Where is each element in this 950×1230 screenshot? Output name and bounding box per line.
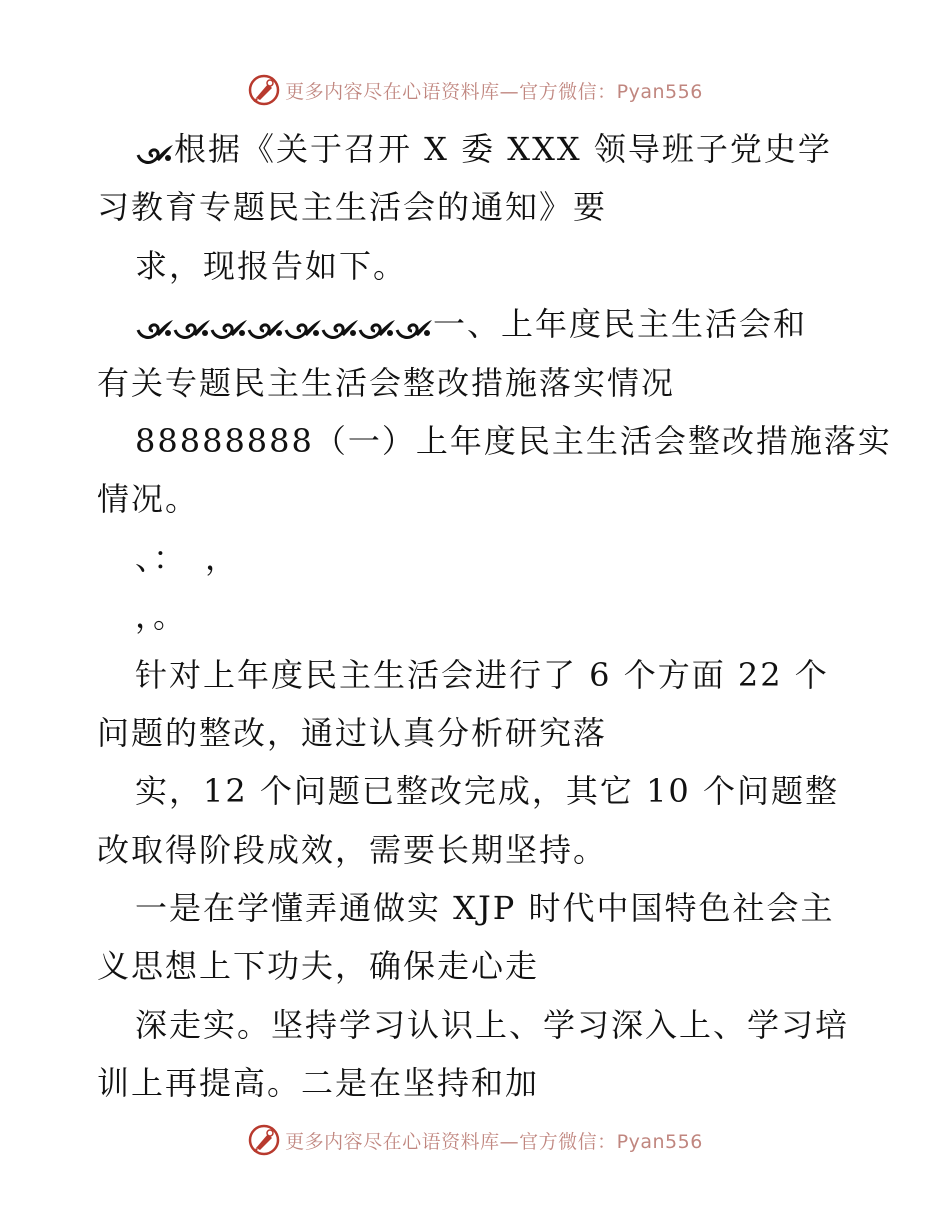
pen-logo-icon bbox=[247, 73, 281, 107]
line-text: 义思想上下功夫，确保走心走 bbox=[97, 947, 540, 986]
fleuron-ornament-icon bbox=[283, 316, 323, 342]
document-body bbox=[97, 120, 892, 1113]
line-text: 实，12 个问题已整改完成，其它 10 个问题整 bbox=[135, 772, 839, 811]
line-text: 一、上年度民主生活会和 bbox=[433, 305, 808, 344]
text-line bbox=[97, 354, 857, 412]
text-line bbox=[97, 937, 857, 995]
line-text: 针对上年度民主生活会进行了 6 个方面 22 个 bbox=[135, 655, 829, 694]
text-line bbox=[97, 529, 857, 587]
text-line bbox=[97, 587, 857, 645]
text-line bbox=[97, 295, 857, 353]
line-text: 、： ， bbox=[135, 538, 240, 577]
line-text: ，。 bbox=[135, 597, 188, 636]
text-line bbox=[97, 879, 857, 937]
fleuron-ornament-icon bbox=[172, 316, 212, 342]
fleuron-ornament-icon bbox=[394, 316, 434, 342]
line-text: 有关专题民主生活会整改措施落实情况 bbox=[97, 363, 676, 402]
ornament-group bbox=[135, 122, 172, 180]
header-watermark bbox=[0, 70, 950, 110]
line-text: 问题的整改，通过认真分析研究落 bbox=[97, 713, 608, 752]
text-line bbox=[97, 704, 857, 762]
line-text: 改取得阶段成效，需要长期坚持。 bbox=[97, 830, 608, 869]
text-line bbox=[97, 821, 857, 879]
fleuron-ornament-icon bbox=[209, 316, 249, 342]
text-line bbox=[97, 178, 857, 236]
fleuron-ornament-icon bbox=[320, 316, 360, 342]
watermark-text: 更多内容尽在心语资料库—官方微信：Pyan556 bbox=[285, 1130, 703, 1153]
line-text: 情况。 bbox=[97, 480, 200, 519]
line-text: 求，现报告如下。 bbox=[135, 246, 408, 285]
fleuron-ornament-icon bbox=[135, 141, 175, 167]
line-text: 一是在学懂弄通做实 XJP 时代中国特色社会主 bbox=[135, 889, 835, 928]
text-line bbox=[97, 412, 892, 470]
fleuron-ornament-icon bbox=[357, 316, 397, 342]
fleuron-ornament-icon bbox=[135, 316, 175, 342]
line-text: 根据《关于召开 X 委 XXX 领导班子党史学 bbox=[174, 130, 832, 168]
text-line bbox=[97, 470, 857, 528]
watermark-text: 更多内容尽在心语资料库—官方微信：Pyan556 bbox=[285, 80, 703, 103]
line-text: 88888888（一）上年度民主生活会整改措施落实 bbox=[135, 421, 892, 460]
footer-watermark bbox=[0, 1120, 950, 1160]
line-text: 习教育专题民主生活会的通知》要 bbox=[97, 188, 608, 227]
line-text: 深走实。坚持学习认识上、学习深入上、学习培 bbox=[135, 1005, 850, 1044]
text-line bbox=[97, 120, 857, 178]
text-line bbox=[97, 762, 857, 820]
ornament-group bbox=[135, 297, 431, 355]
fleuron-ornament-icon bbox=[246, 316, 286, 342]
text-line bbox=[97, 646, 857, 704]
text-line bbox=[97, 237, 857, 295]
text-line bbox=[97, 996, 857, 1054]
line-text: 训上再提高。二是在坚持和加 bbox=[97, 1064, 540, 1103]
pen-logo-icon bbox=[247, 1123, 281, 1157]
text-line bbox=[97, 1054, 857, 1112]
